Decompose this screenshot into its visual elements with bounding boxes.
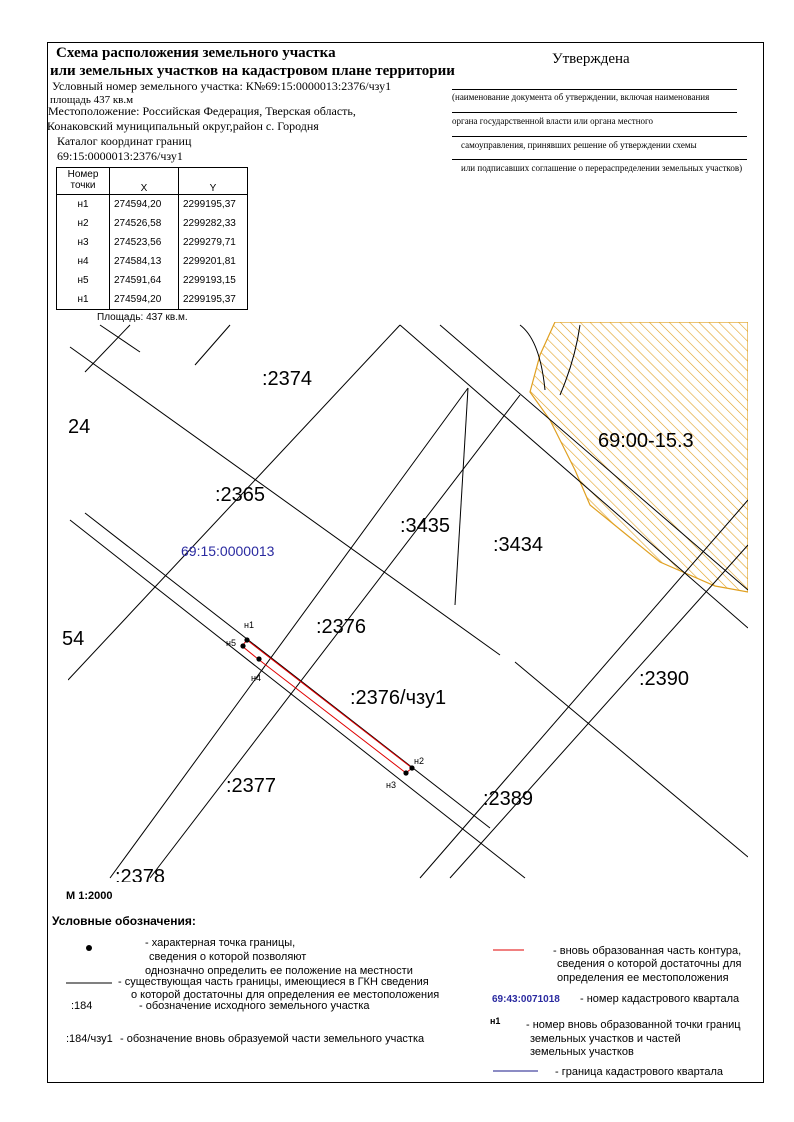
row-num: н4 bbox=[57, 252, 110, 271]
legend-newpoint-label: н1 bbox=[490, 1016, 501, 1026]
legend-red-text-1: - вновь образованная часть контура, bbox=[553, 945, 742, 957]
row-x: 274523,56 bbox=[110, 233, 179, 252]
quarter-label: 69:15:0000013 bbox=[181, 543, 275, 559]
row-x: 274584,13 bbox=[110, 252, 179, 271]
point-label-n2: н2 bbox=[414, 756, 424, 766]
legend-quarter-text: - номер кадастрового квартала bbox=[580, 993, 740, 1005]
row-x: 274591,64 bbox=[110, 271, 179, 290]
row-x: 274594,20 bbox=[110, 195, 179, 215]
row-num: н1 bbox=[57, 195, 110, 215]
legend-blue-text: - граница кадастрового квартала bbox=[555, 1066, 724, 1078]
parcel-label-2374: :2374 bbox=[262, 368, 313, 390]
legend-source-label: :184 bbox=[71, 1000, 93, 1012]
point-label-n3: н3 bbox=[386, 780, 396, 790]
area-note: Площадь: 437 кв.м. bbox=[97, 312, 188, 323]
legend-part-text: - обозначение вновь образуемой части земельного участка bbox=[120, 1033, 425, 1045]
legend-point-text-1: - характерная точка границы, bbox=[145, 937, 296, 949]
header-y: Y bbox=[179, 168, 248, 195]
parcel-label-2390: :2390 bbox=[639, 668, 690, 690]
row-num: н5 bbox=[57, 271, 110, 290]
legend-line-text-1: - существующая часть границы, имеющиеся в ГКН сведения bbox=[118, 976, 429, 988]
location-line-2: Конаковский муниципальный округ,район с. Городня bbox=[47, 119, 319, 133]
approval-title: Утверждена bbox=[552, 51, 630, 67]
parcel-label-2389: :2389 bbox=[483, 788, 534, 810]
conditional-number: Условный номер земельного участка: К№69:15:0000013:2376/чзу1 bbox=[52, 79, 392, 93]
parcel-label-54: 54 bbox=[62, 628, 85, 650]
row-y: 2299195,37 bbox=[179, 195, 248, 215]
legend-point-text-2: сведения о которой позволяют bbox=[149, 951, 307, 963]
row-y: 2299279,71 bbox=[179, 233, 248, 252]
area-text: площадь 437 кв.м bbox=[50, 94, 134, 106]
legend-point-text-3: однозначно определить ее положение на местности bbox=[145, 965, 413, 977]
legend-newpoint-text-2: земельных участков и частей bbox=[530, 1033, 681, 1045]
legend-red-text-2: сведения о которой достаточны для bbox=[557, 958, 742, 970]
row-num: н1 bbox=[57, 290, 110, 310]
legend-point-symbol bbox=[86, 945, 92, 951]
legend-title: Условные обозначения: bbox=[52, 914, 196, 928]
zone-label: 69:00-15.3 bbox=[598, 430, 694, 452]
legend-source-text: - обозначение исходного земельного участка bbox=[139, 1000, 370, 1012]
parcel-label-24: 24 bbox=[68, 416, 91, 438]
parcel-label-2377: :2377 bbox=[226, 775, 277, 797]
legend-line-text-2: о которой достаточны для определения ее местоположения bbox=[131, 989, 440, 1001]
row-y: 2299282,33 bbox=[179, 214, 248, 233]
legend-newpoint-text-1: - номер вновь образованной точки границ bbox=[526, 1019, 741, 1031]
row-num: н2 bbox=[57, 214, 110, 233]
legend-quarter-label: 69:43:0071018 bbox=[492, 994, 560, 1005]
row-y: 2299193,15 bbox=[179, 271, 248, 290]
header-number-line2: точки bbox=[70, 180, 96, 191]
legend-red-text-3: определения ее местоположения bbox=[557, 972, 729, 984]
parcel-label-2376-chzu1: :2376/чзу1 bbox=[350, 687, 447, 709]
legend-part-label: :184/чзу1 bbox=[66, 1033, 113, 1045]
parcel-label-2365: :2365 bbox=[215, 484, 266, 506]
point-label-n5: н5 bbox=[226, 638, 236, 648]
row-x: 274594,20 bbox=[110, 290, 179, 310]
point-label-n4: н4 bbox=[251, 673, 261, 683]
catalog-title: Каталог координат границ bbox=[57, 134, 192, 148]
title-line-1: Схема расположения земельного участка bbox=[56, 45, 336, 61]
approval-line-1: (наименование документа об утверждении, включая наименования bbox=[452, 92, 710, 102]
header-x: X bbox=[110, 168, 179, 195]
row-x: 274526,58 bbox=[110, 214, 179, 233]
parcel-label-2376: :2376 bbox=[316, 616, 367, 638]
approval-line-4: или подписавших соглашение о перераспределении земельных участков) bbox=[461, 163, 743, 173]
row-y: 2299195,37 bbox=[179, 290, 248, 310]
scale-label: М 1:2000 bbox=[66, 890, 113, 902]
point-label-n1: н1 bbox=[244, 620, 254, 630]
approval-line-3: самоуправления, принявших решение об утверждении схемы bbox=[461, 140, 697, 150]
parcel-label-2378: :2378 bbox=[115, 866, 166, 882]
catalog-id: 69:15:0000013:2376/чзу1 bbox=[57, 149, 183, 163]
row-y: 2299201,81 bbox=[179, 252, 248, 271]
parcel-label-3434: :3434 bbox=[493, 534, 544, 556]
title-line-2: или земельных участков на кадастровом плане территории bbox=[50, 63, 455, 79]
approval-line-2: органа государственной власти или органа местного bbox=[452, 116, 653, 126]
location-line-1: Местоположение: Российская Федерация, Тверская область, bbox=[48, 104, 356, 118]
header-number-line1: Номер bbox=[67, 169, 99, 180]
legend-newpoint-text-3: земельных участков bbox=[530, 1046, 634, 1058]
row-num: н3 bbox=[57, 233, 110, 252]
parcel-label-3435: :3435 bbox=[400, 515, 451, 537]
